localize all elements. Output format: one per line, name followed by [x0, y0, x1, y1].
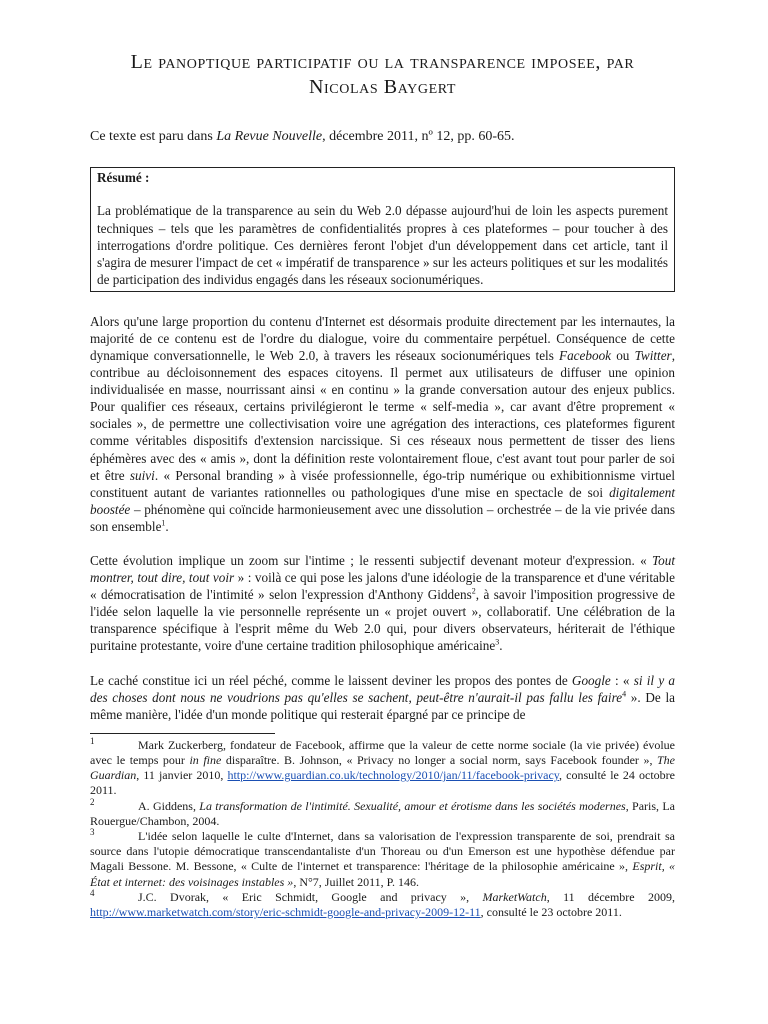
p3-quote: si il y a des choses dont nous ne voudrions pas qu'elles se sachent, peut-être n'aurait-il pas fallu les faire [90, 672, 675, 705]
p3-google: Google [571, 672, 611, 688]
article-body [90, 313, 675, 723]
footnote-3-number: 3 [90, 827, 95, 838]
fn4-text-2: , 11 décembre 2009, [546, 889, 675, 904]
fn1-guardian: The Guardian [90, 753, 675, 783]
title-line-1: Le panoptique participatif ou la transparence imposee, par [130, 51, 635, 73]
footnote-ref-1[interactable]: 1 [161, 518, 166, 528]
publication-info [90, 128, 675, 146]
p1-text-1: Alors qu'une large proportion du contenu d'Internet est désormais produite directement par les internautes, la majorité de ce contenu est de l'ordre du dialogue, voire du commentaire perpétuel. Conséquence de cette dynamique conversationnelle, le Web 2.0, à travers les réseaux socionumériques tels [90, 313, 675, 363]
abstract-heading: Résumé : [97, 170, 150, 185]
p1-text-5: – phénomène qui coïncide harmonieusement avec une dissolution – orchestrée – de la vie privée dans son ensemble [90, 501, 675, 534]
p2-text-2: » : voilà ce qui pose les jalons d'une idéologie de la transparence et d'une véritable « démocratisation de l'intimité » selon l'expression d'Anthony Giddens [90, 570, 675, 603]
paragraph-2 [90, 552, 675, 655]
fn1-infine: in fine [189, 753, 222, 768]
publication-prefix: Ce texte est paru dans [90, 129, 217, 144]
p2-text-3: , à savoir l'imposition progressive de l'idée selon laquelle la vie personnelle représente un « projet ouvert », collaboratif. Une célébration de la transparence spécifique à l'esprit même du Web 2.0 qui, pour divers observateurs, hériterait de l'éthique puritaine protestante, voire d'une certaine tradition philosophique américaine [90, 587, 675, 654]
p2-text-1: Cette évolution implique un zoom sur l'intime ; le ressenti subjectif devenant moteur d'expression. « [90, 553, 653, 568]
p3-text-2: : « [610, 672, 634, 688]
p3-text-3: ». De la même manière, l'idée d'un monde politique qui resterait épargné par ce principe de [90, 689, 675, 722]
fn1-text-3: , 11 janvier 2010, [136, 768, 228, 783]
fn1-text-2: disparaître. B. Johnson, « Privacy no longer a social norm, says Facebook founder », [221, 753, 657, 768]
footnote-3 [90, 829, 675, 890]
p1-twitter: Twitter [634, 347, 672, 363]
fn1-link[interactable]: http://www.guardian.co.uk/technology/2010/jan/11/facebook-privacy [227, 768, 560, 783]
document-title [90, 50, 675, 100]
publication-suffix: , décembre 2011, nº 12, pp. 60-65. [322, 129, 515, 144]
fn4-text-1: J.C. Dvorak, « Eric Schmidt, Google and privacy », [138, 889, 483, 904]
p1-text-6: . [165, 518, 169, 534]
fn3-text-1: L'idée selon laquelle le culte d'Internet, dans sa valorisation de l'expression transparente de soi, prendrait sa source dans l'utopie démocratique transcendantaliste d'un Thoreau ou d'un Emerson est une hypothèse défendue par Magali Bessone. M. Bessone, « Culte de l'internet et transparence: l'héritage de la philosophie américaine », [90, 829, 675, 874]
p1-text-3: , contribue au décloisonnement des espaces citoyens. Il permet aux utilisateurs de diffuser une opinion individualisée en masse, nourrissant ainsi « en continu » la grande conversation autour des enjeux publics. Pour qualifier ces réseaux, certains privilégieront le terme « self-media », car avant d'être proprement « sociales », de permettre une collectivisation voire une agrégation des interactions, ces plateformes figurent comme véritables dispositifs d'extension narcissique. Si ces réseaux nous permettent de tisser des liens éphémères avec des « amis », dont la définition reste volontairement floue, c'est avant tout pour parler de soi et être [90, 347, 675, 483]
paragraph-3 [90, 672, 675, 723]
footnote-2 [90, 796, 676, 829]
fn4-link[interactable]: http://www.marketwatch.com/story/eric-schmidt-google-and-privacy-2009-12-11 [90, 905, 481, 920]
fn3-esprit: Esprit, « État et internet: des voisinages instables » [90, 859, 676, 889]
abstract-text: La problématique de la transparence au sein du Web 2.0 dépasse aujourd'hui de loin les aspects purement techniques – tels que les paramètres de confidentialités propres à ces plateformes – pour toucher à des interrogations d'ordre politique. Ces dernières feront l'objet d'un développement dans cet article, tant il s'agira de mesurer l'impact de cet « impératif de transparence » sur les acteurs politiques et sur les modalités de participation des individus engagés dans les réseaux socionumériques. [97, 203, 668, 288]
footnote-1-number: 1 [90, 735, 95, 746]
fn1-text-4: , consulté le 24 octobre 2011. [90, 768, 675, 798]
footnotes [90, 735, 676, 920]
p2-text-4: . [499, 638, 503, 654]
footnote-4 [90, 887, 675, 920]
fn2-text-1: A. Giddens, [138, 798, 200, 813]
p1-text-2: ou [611, 347, 635, 363]
footnote-ref-3[interactable]: 3 [495, 638, 500, 648]
title-line-2: Nicolas Baygert [309, 76, 456, 98]
p2-quote: Tout montrer, tout dire, tout voir [90, 553, 675, 586]
fn1-text-1: Mark Zuckerberg, fondateur de Facebook, affirme que la valeur de cette norme sociale (la vie privée) évolue avec le temps pour [90, 737, 675, 768]
paragraph-1 [90, 313, 675, 535]
footnote-ref-4[interactable]: 4 [622, 689, 627, 699]
fn2-book: La transformation de l'intimité. Sexualité, amour et érotisme dans les sociétés modernes [199, 798, 626, 813]
fn4-marketwatch: MarketWatch [482, 889, 547, 904]
p1-text-4: . « Personal branding » à visée professionnelle, égo-trip numérique ou exhibitionnisme virtuel constituent autant de variantes rationnelles ou pathologiques d'une mise en spectacle de soi [90, 467, 675, 500]
footnote-1 [90, 735, 675, 799]
abstract-box [90, 167, 675, 292]
p1-facebook: Facebook [559, 347, 612, 363]
p1-suivi: suivi [129, 467, 155, 483]
fn3-text-2: , N°7, Juillet 2011, P. 146. [293, 874, 420, 889]
p1-boostee: digitalement boostée [90, 484, 675, 517]
footnote-divider [90, 733, 275, 734]
document-page [90, 0, 675, 920]
fn4-text-3: , consulté le 23 octobre 2011. [480, 905, 622, 920]
p3-text-1: Le caché constitue ici un réel péché, comme le laissent deviner les propos des pontes de [90, 672, 572, 688]
footnote-ref-2[interactable]: 2 [471, 586, 476, 596]
footnote-4-number: 4 [90, 887, 95, 898]
journal-name: La Revue Nouvelle [216, 129, 323, 144]
footnote-2-number: 2 [90, 796, 95, 807]
fn2-text-2: , Paris, La Rouergue/Chambon, 2004. [90, 798, 676, 828]
